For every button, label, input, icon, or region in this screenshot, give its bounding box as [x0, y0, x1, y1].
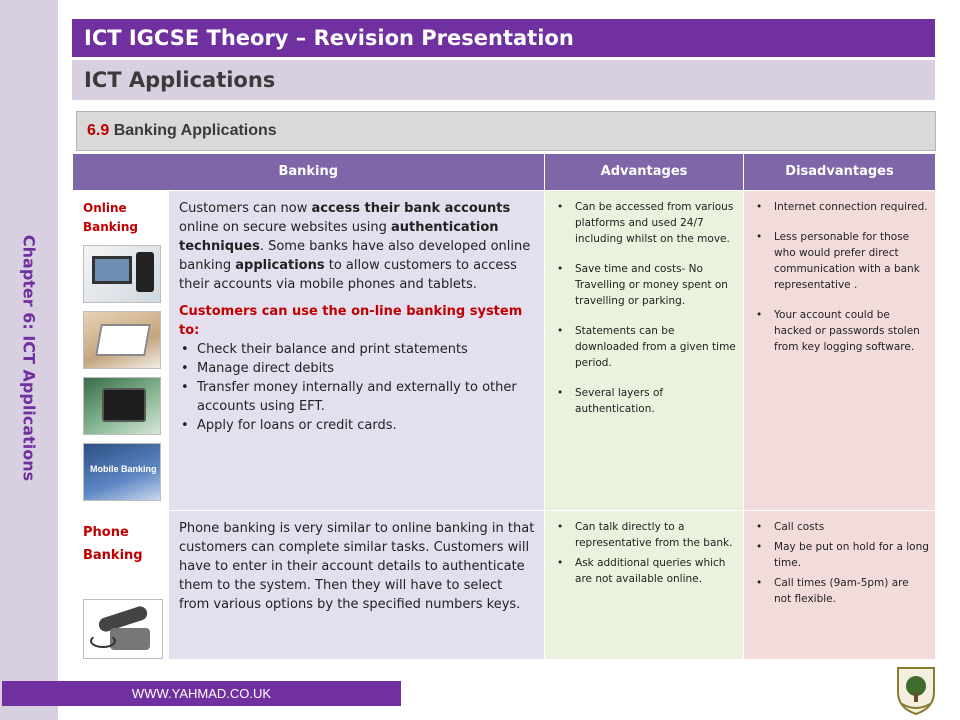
- online-banking-uses: [179, 340, 536, 435]
- phone-banking-label: Phone Banking: [83, 524, 143, 563]
- telephone-image: [83, 599, 163, 659]
- list-item: • Save time and costs- No Travelling or money spent on travelling or parking.: [553, 261, 737, 309]
- phone-banking-disadvantages: [744, 510, 936, 659]
- phone-banking-description: Phone banking is very similar to online banking in that customers can complete similar tasks. Customers will have to enter in their account details to authenticate them to the system. Then they will have to select from various options by the specified numbers keys.: [169, 510, 545, 659]
- sidebar: [0, 0, 58, 720]
- list-item: • Can talk directly to a representative from the bank.: [553, 519, 737, 551]
- list-item: • Your account could be hacked or passwords stolen from key logging software.: [752, 307, 929, 355]
- mobile-banking-image: Mobile Banking: [83, 443, 161, 501]
- list-item: • Ask additional queries which are not available online.: [553, 555, 737, 587]
- laptop-image: [83, 311, 161, 369]
- laptop-phone-image: [83, 245, 161, 303]
- list-item: • Several layers of authentication.: [553, 385, 737, 417]
- list-item: • Call times (9am-5pm) are not flexible.: [752, 575, 929, 607]
- list-item: • Call costs: [752, 519, 929, 535]
- table-row: [73, 510, 936, 659]
- online-banking-disadvantages: [744, 190, 936, 510]
- presentation-subtitle: ICT Applications: [72, 60, 935, 100]
- online-banking-cell: [73, 190, 169, 510]
- footer-url[interactable]: WWW.YAHMAD.CO.UK: [2, 681, 401, 706]
- list-item: • Internet connection required.: [752, 199, 929, 215]
- header-disadvantages: Disadvantages: [744, 154, 936, 190]
- list-item: • Transfer money internally and externally to other accounts using EFT.: [179, 378, 536, 416]
- online-banking-text: Customers can now access their bank accounts online on secure websites using authentication techniques. Some banks have also developed online banking applications to allow customers to access their accounts via mobile phones and tablets.: [179, 200, 531, 292]
- chapter-label: Chapter 6: ICT Applications: [19, 234, 39, 482]
- list-item: • Manage direct debits: [179, 359, 536, 378]
- banking-table: [72, 154, 936, 660]
- online-banking-highlight: Customers can use the on-line banking system to:: [179, 303, 523, 338]
- list-item: • Check their balance and print statements: [179, 340, 536, 359]
- header-advantages: Advantages: [545, 154, 744, 190]
- table-row: [73, 190, 936, 510]
- section-heading: [76, 111, 936, 151]
- online-banking-label: Online Banking: [83, 200, 139, 234]
- presentation-title: ICT IGCSE Theory – Revision Presentation: [72, 19, 935, 57]
- list-item: • Apply for loans or credit cards.: [179, 416, 536, 435]
- section-title: Banking Applications: [113, 122, 277, 139]
- list-item: • Statements can be downloaded from a given time period.: [553, 323, 737, 371]
- phone-banking-advantages: [545, 510, 744, 659]
- section-number: 6.9: [87, 122, 110, 139]
- school-crest-icon: [894, 664, 938, 716]
- table-header-row: [73, 154, 936, 190]
- tablet-image: [83, 377, 161, 435]
- list-item: • Can be accessed from various platforms and used 24/7 including whilst on the move.: [553, 199, 737, 247]
- online-banking-advantages: [545, 190, 744, 510]
- header-banking: Banking: [73, 154, 545, 190]
- online-banking-description: [169, 190, 545, 510]
- list-item: • May be put on hold for a long time.: [752, 539, 929, 571]
- phone-banking-cell: [73, 510, 169, 659]
- list-item: • Less personable for those who would prefer direct communication with a bank representative .: [752, 229, 929, 293]
